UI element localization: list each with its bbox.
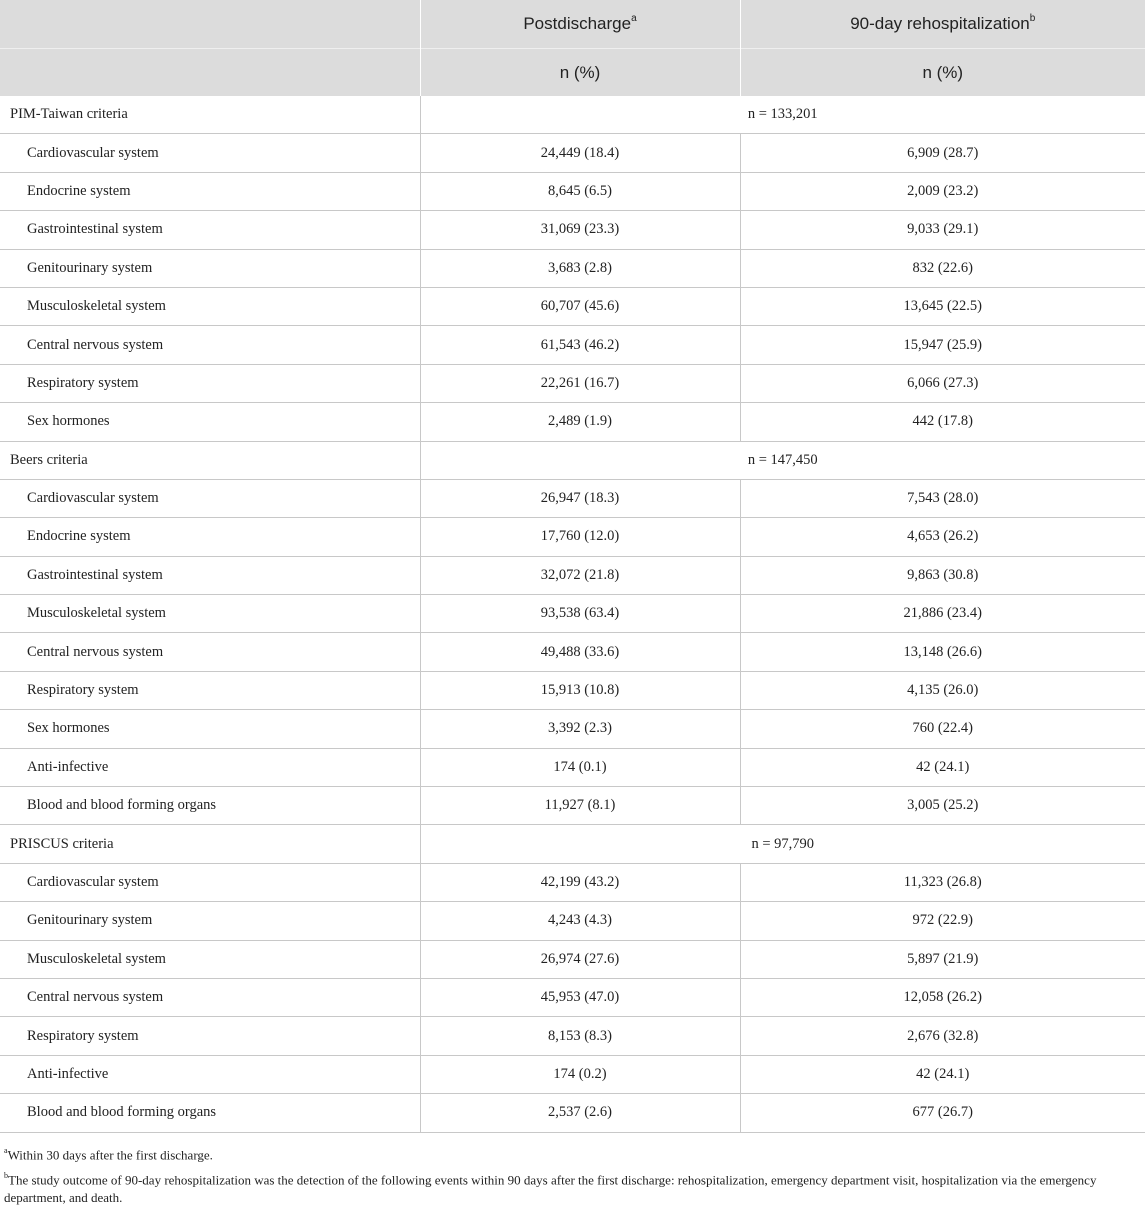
- drug-class-cell: Genitourinary system: [0, 249, 420, 287]
- rehospitalization-cell: 9,863 (30.8): [740, 556, 1145, 594]
- table-row: [0, 403, 1145, 441]
- postdischarge-cell: 8,153 (8.3): [420, 1017, 740, 1055]
- rehospitalization-cell: 6,909 (28.7): [740, 134, 1145, 172]
- table-row: [0, 748, 1145, 786]
- footnote-a: $^a$Within 30 days after the first discharge.: [4, 1145, 213, 1162]
- drug-class-cell: Musculoskeletal system: [0, 595, 420, 633]
- group-row: [0, 96, 1145, 134]
- table-row: [0, 863, 1145, 901]
- postdischarge-cell: 2,489 (1.9): [420, 403, 740, 441]
- drug-class-cell: Anti-infective: [0, 748, 420, 786]
- rehospitalization-cell: 832 (22.6): [740, 249, 1145, 287]
- postdischarge-cell: 42,199 (43.2): [420, 863, 740, 901]
- table-row: [0, 211, 1145, 249]
- table-row: [0, 479, 1145, 517]
- postdischarge-cell: 17,760 (12.0): [420, 518, 740, 556]
- drug-class-cell: Respiratory system: [0, 1017, 420, 1055]
- postdischarge-cell: 15,913 (10.8): [420, 671, 740, 709]
- postdischarge-cell: 26,974 (27.6): [420, 940, 740, 978]
- postdischarge-cell: 8,645 (6.5): [420, 172, 740, 210]
- rehospitalization-cell: 677 (26.7): [740, 1094, 1145, 1132]
- header-rehospitalization: 90-day rehospitalization$^b$: [740, 0, 1145, 49]
- table-row: [0, 172, 1145, 210]
- group-label: PIM-Taiwan criteria: [0, 96, 420, 134]
- rehospitalization-cell: 5,897 (21.9): [740, 940, 1145, 978]
- rehospitalization-cell: 9,033 (29.1): [740, 211, 1145, 249]
- postdischarge-cell: 174 (0.2): [420, 1055, 740, 1093]
- drug-class-cell: Gastrointestinal system: [0, 556, 420, 594]
- header-unit-postdischarge: n (%): [420, 49, 740, 97]
- rehospitalization-cell: 13,645 (22.5): [740, 287, 1145, 325]
- rehospitalization-cell: 6,066 (27.3): [740, 364, 1145, 402]
- table-row: [0, 518, 1145, 556]
- table-row: [0, 710, 1145, 748]
- header-blank: [0, 0, 420, 49]
- drug-class-cell: Cardiovascular system: [0, 863, 420, 901]
- drug-class-cell: Cardiovascular system: [0, 479, 420, 517]
- rehospitalization-cell: 2,676 (32.8): [740, 1017, 1145, 1055]
- postdischarge-cell: 4,243 (4.3): [420, 902, 740, 940]
- postdischarge-cell: 61,543 (46.2): [420, 326, 740, 364]
- header-blank: [0, 49, 420, 97]
- table-row: [0, 134, 1145, 172]
- group-row: [0, 825, 1145, 863]
- rehospitalization-cell: 12,058 (26.2): [740, 978, 1145, 1016]
- table-row: [0, 364, 1145, 402]
- footnote-b: $^b$The study outcome of 90-day rehospitalization was the detection of the following events within 90 days after the first discharge: rehospitalization, emergency department visit, hospitalization via the emergency department, and death.: [4, 1170, 1097, 1206]
- postdischarge-cell: 45,953 (47.0): [420, 978, 740, 1016]
- drug-class-cell: Gastrointestinal system: [0, 211, 420, 249]
- table-row: [0, 326, 1145, 364]
- group-sample-size: n = 133,201: [420, 96, 1145, 134]
- rehospitalization-cell: 2,009 (23.2): [740, 172, 1145, 210]
- drug-class-cell: Endocrine system: [0, 518, 420, 556]
- drug-class-cell: Genitourinary system: [0, 902, 420, 940]
- rehospitalization-cell: 3,005 (25.2): [740, 787, 1145, 825]
- table-row: [0, 633, 1145, 671]
- table-row: [0, 556, 1145, 594]
- table-row: [0, 287, 1145, 325]
- drug-class-cell: Blood and blood forming organs: [0, 1094, 420, 1132]
- postdischarge-cell: 26,947 (18.3): [420, 479, 740, 517]
- postdischarge-cell: 60,707 (45.6): [420, 287, 740, 325]
- drug-class-cell: Central nervous system: [0, 633, 420, 671]
- postdischarge-cell: 3,392 (2.3): [420, 710, 740, 748]
- header-postdischarge: Postdischarge$^a$: [420, 0, 740, 49]
- table-header: [0, 0, 1145, 96]
- drug-class-cell: Anti-infective: [0, 1055, 420, 1093]
- rehospitalization-cell: 11,323 (26.8): [740, 863, 1145, 901]
- rehospitalization-cell: 4,135 (26.0): [740, 671, 1145, 709]
- group-label: PRISCUS criteria: [0, 825, 420, 863]
- postdischarge-cell: 93,538 (63.4): [420, 595, 740, 633]
- postdischarge-cell: 11,927 (8.1): [420, 787, 740, 825]
- rehospitalization-cell: 972 (22.9): [740, 902, 1145, 940]
- drug-class-cell: Musculoskeletal system: [0, 940, 420, 978]
- group-sample-size: n = 147,450: [420, 441, 1145, 479]
- rehospitalization-cell: 42 (24.1): [740, 1055, 1145, 1093]
- rehospitalization-cell: 7,543 (28.0): [740, 479, 1145, 517]
- postdischarge-cell: 49,488 (33.6): [420, 633, 740, 671]
- rehospitalization-cell: 21,886 (23.4): [740, 595, 1145, 633]
- table-row: [0, 940, 1145, 978]
- postdischarge-cell: 3,683 (2.8): [420, 249, 740, 287]
- drug-class-cell: Sex hormones: [0, 710, 420, 748]
- table-row: [0, 902, 1145, 940]
- group-sample-size: n = 97,790: [420, 825, 1145, 863]
- drug-class-cell: Respiratory system: [0, 671, 420, 709]
- table-row: [0, 1055, 1145, 1093]
- drug-class-cell: Sex hormones: [0, 403, 420, 441]
- drug-class-cell: Central nervous system: [0, 978, 420, 1016]
- table-body: [0, 96, 1145, 1132]
- rehospitalization-cell: 760 (22.4): [740, 710, 1145, 748]
- postdischarge-cell: 2,537 (2.6): [420, 1094, 740, 1132]
- drug-class-cell: Respiratory system: [0, 364, 420, 402]
- postdischarge-cell: 32,072 (21.8): [420, 556, 740, 594]
- table-row: [0, 671, 1145, 709]
- table-row: [0, 1094, 1145, 1132]
- table-row: [0, 595, 1145, 633]
- table-row: [0, 978, 1145, 1016]
- postdischarge-cell: 22,261 (16.7): [420, 364, 740, 402]
- footnotes: [0, 1133, 1145, 1207]
- postdischarge-cell: 31,069 (23.3): [420, 211, 740, 249]
- rehospitalization-cell: 4,653 (26.2): [740, 518, 1145, 556]
- rehospitalization-cell: 15,947 (25.9): [740, 326, 1145, 364]
- drug-class-cell: Cardiovascular system: [0, 134, 420, 172]
- group-label: Beers criteria: [0, 441, 420, 479]
- rehospitalization-cell: 442 (17.8): [740, 403, 1145, 441]
- table-row: [0, 1017, 1145, 1055]
- table-row: [0, 249, 1145, 287]
- rehospitalization-cell: 42 (24.1): [740, 748, 1145, 786]
- rehospitalization-cell: 13,148 (26.6): [740, 633, 1145, 671]
- header-unit-rehospitalization: n (%): [740, 49, 1145, 97]
- postdischarge-cell: 174 (0.1): [420, 748, 740, 786]
- group-row: [0, 441, 1145, 479]
- table-row: [0, 787, 1145, 825]
- drug-class-cell: Endocrine system: [0, 172, 420, 210]
- drug-class-cell: Blood and blood forming organs: [0, 787, 420, 825]
- drug-class-cell: Central nervous system: [0, 326, 420, 364]
- postdischarge-cell: 24,449 (18.4): [420, 134, 740, 172]
- drug-class-cell: Musculoskeletal system: [0, 287, 420, 325]
